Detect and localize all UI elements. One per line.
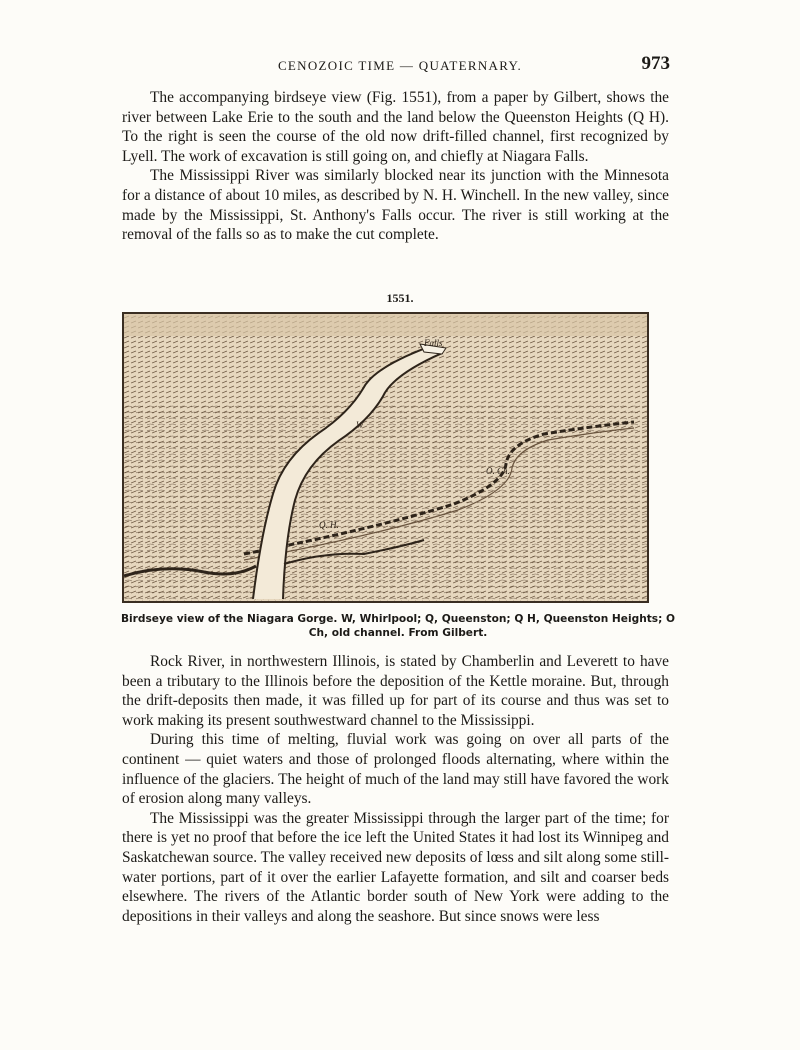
figure-birdseye-view <box>122 312 649 603</box>
label-heights: Q. H. <box>319 520 339 530</box>
paragraph: The accompanying birdseye view (Fig. 1551), from a paper by Gilbert, shows the river between Lake Erie to the south and the land below the Queenston Heights (Q H). To the right is seen the course of the old now drift-filled channel, first recognized by Lyell. The work of excavation is still going on, and chiefly at Niagara Falls. <box>122 89 669 165</box>
page-number: 973 <box>641 53 670 74</box>
figure-caption: Birdseye view of the Niagara Gorge. W, Whirlpool; Q, Queenston; Q H, Queenston Heights; O Ch, old channel. From Gilbert. <box>120 613 676 639</box>
page-header <box>0 53 800 78</box>
label-whirlpool: W <box>356 420 364 430</box>
text-block-top <box>122 88 669 245</box>
text-block-bottom <box>122 652 669 926</box>
paragraph: During this time of melting, fluvial work was going on over all parts of the continent — quiet waters and those of prolonged floods alternating, where within the influence of the glaciers. The height of much of the land may still have favored the work of erosion along many valleys. <box>122 731 669 808</box>
paragraph: The Mississippi River was similarly blocked near its junction with the Minnesota for a distance of about 10 miles, as described by N. H. Winchell. In the new valley, since made by the Mississippi, St. Anthony's Falls occur. The river is still working at the removal of the falls so as to make the cut complete. <box>122 167 669 244</box>
label-falls: Falls <box>424 338 443 348</box>
niagara-gorge-illustration <box>124 314 647 601</box>
paragraph: Rock River, in northwestern Illinois, is stated by Chamberlin and Leverett to have been a tributary to the Illinois before the deposition of the Kettle moraine. But, through the drift-deposits then made, it was filled up for part of its course and thus was set to work making its present southwestward channel to the Mississippi. <box>122 653 669 729</box>
figure-number: 1551. <box>386 291 414 305</box>
paragraph: The Mississippi was the greater Mississippi through the larger part of the time; for there is yet no proof that before the ice left the United States it had lost its Winnipeg and Saskatchewan source. The valley received new deposits of lœss and silt along some still-water portions, part of it over the earlier Lafayette formation, and silt and coarser beds elsewhere. The rivers of the Atlantic border south of New York were adding to the depositions in their valleys and along the seashore. But since snows were less <box>122 809 669 925</box>
label-old-channel: O. Ch. <box>486 466 510 476</box>
running-head: CENOZOIC TIME — QUATERNARY. <box>277 58 523 73</box>
